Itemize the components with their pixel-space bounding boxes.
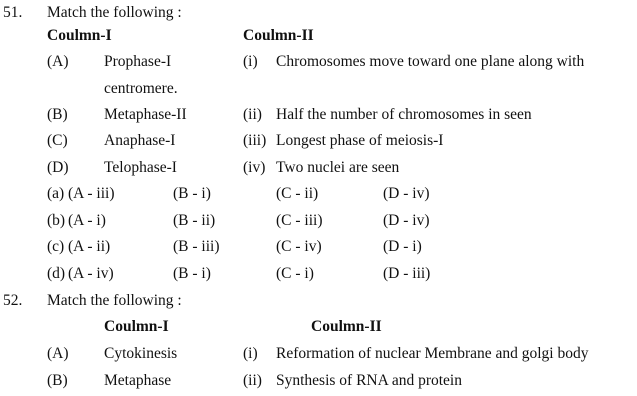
left-item-label: (B): [47, 106, 68, 123]
option-match-b: (B - i): [173, 265, 211, 282]
column-2-header: Coulmn-II: [243, 27, 314, 44]
left-item-label: (B): [47, 372, 68, 389]
right-item-label: (i): [243, 53, 258, 70]
option-match-d: (D - i): [383, 238, 422, 255]
column-2-header: Coulmn-II: [311, 318, 382, 335]
option-match-c: (C - ii): [276, 185, 319, 202]
right-item-text: Two nuclei are seen: [276, 159, 400, 176]
option-match-a: (A - ii): [68, 238, 111, 255]
option-match-d: (D - iv): [383, 212, 430, 229]
option-label: (b): [47, 212, 66, 229]
option-match-d: (D - iii): [383, 265, 431, 282]
right-item-label: (iv): [243, 159, 266, 176]
right-item-text: Synthesis of RNA and protein: [276, 372, 462, 389]
option-match-b: (B - ii): [173, 212, 216, 229]
left-item-text: Telophase-I: [104, 159, 177, 176]
option-match-c: (C - iv): [276, 238, 322, 255]
right-item-text: Chromosomes move toward one plane along with: [276, 53, 585, 70]
option-match-b: (B - i): [173, 185, 211, 202]
right-item-label: (i): [243, 345, 258, 362]
left-item-text: Metaphase-II: [104, 106, 187, 123]
option-label: (c): [47, 238, 65, 255]
option-match-b: (B - iii): [173, 238, 220, 255]
option-match-a: (A - iv): [68, 265, 114, 282]
left-item-continuation: centromere.: [104, 80, 178, 97]
right-item-text: Reformation of nuclear Membrane and golgi body: [276, 345, 589, 362]
question-prompt: Match the following :: [47, 4, 182, 21]
column-1-header: Coulmn-I: [47, 27, 112, 44]
option-label: (a): [47, 185, 65, 202]
column-1-header: Coulmn-I: [104, 318, 169, 335]
left-item-label: (D): [47, 159, 69, 176]
left-item-text: Anaphase-I: [104, 132, 176, 149]
right-item-text: Longest phase of meiosis-I: [276, 132, 444, 149]
option-match-c: (C - i): [276, 265, 314, 282]
option-match-a: (A - iii): [68, 185, 115, 202]
option-match-c: (C - iii): [276, 212, 323, 229]
left-item-label: (A): [47, 345, 69, 362]
right-item-label: (ii): [243, 372, 262, 389]
left-item-text: Prophase-I: [104, 53, 172, 70]
right-item-label: (iii): [243, 132, 267, 149]
left-item-label: (C): [47, 132, 68, 149]
left-item-label: (A): [47, 53, 69, 70]
question-number: 51.: [3, 4, 23, 21]
option-match-a: (A - i): [68, 212, 106, 229]
left-item-text: Cytokinesis: [104, 345, 178, 362]
option-match-d: (D - iv): [383, 185, 430, 202]
question-prompt: Match the following :: [47, 292, 182, 309]
left-item-text: Metaphase: [104, 372, 172, 389]
question-number: 52.: [3, 292, 23, 309]
right-item-label: (ii): [243, 106, 262, 123]
option-label: (d): [47, 265, 66, 282]
right-item-text: Half the number of chromosomes in seen: [276, 106, 532, 123]
